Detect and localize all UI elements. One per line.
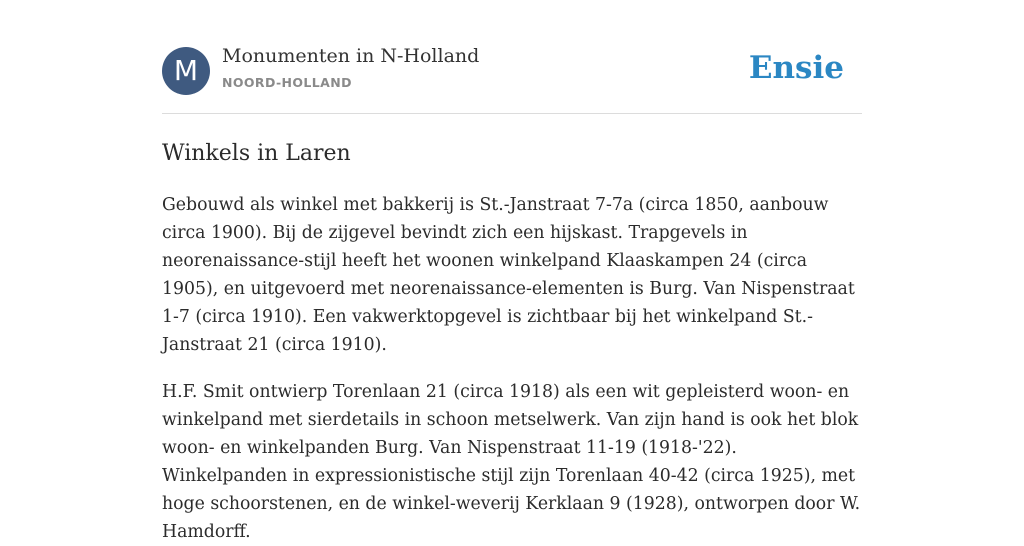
brand-logo[interactable]: Ensie	[748, 50, 844, 86]
definition-card	[162, 0, 862, 546]
source-subtitle: NOORD-HOLLAND	[222, 75, 352, 90]
article-title: Winkels in Laren	[162, 141, 351, 166]
article-paragraph: Gebouwd als winkel met bakkerij is St.-Janstraat 7-7a (circa 1850, aanbouw circa 1900). Bij de zijgevel bevindt zich een hijskast. Trapgevels in neorenaissance-stijl heeft het woonen winkelpand Klaaskampen 24 (circa 1905), en uitgevoerd met neorenaissance-elementen is Burg. Van Nispenstraat 1-7 (circa 1910). Een vakwerktopgevel is zichtbaar bij het winkelpand St.-Janstraat 21 (circa 1910).	[162, 195, 855, 355]
card-header	[162, 0, 862, 114]
avatar[interactable]: M	[162, 47, 210, 95]
source-title[interactable]: Monumenten in N-Holland	[222, 45, 480, 67]
article-paragraph: H.F. Smit ontwierp Torenlaan 21 (circa 1918) als een wit gepleisterd woon- en winkelpand met sierdetails in schoon metselwerk. Van zijn hand is ook het blok woon- en winkelpanden Burg. Van Nispenstraat 11-19 (1918-'22). Winkelpanden in expressionistische stijl zijn Torenlaan 40-42 (circa 1925), met hoge schoorstenen, en de winkel-weverij Kerklaan 9 (1928), ontworpen door W. Hamdorff.	[162, 382, 861, 542]
